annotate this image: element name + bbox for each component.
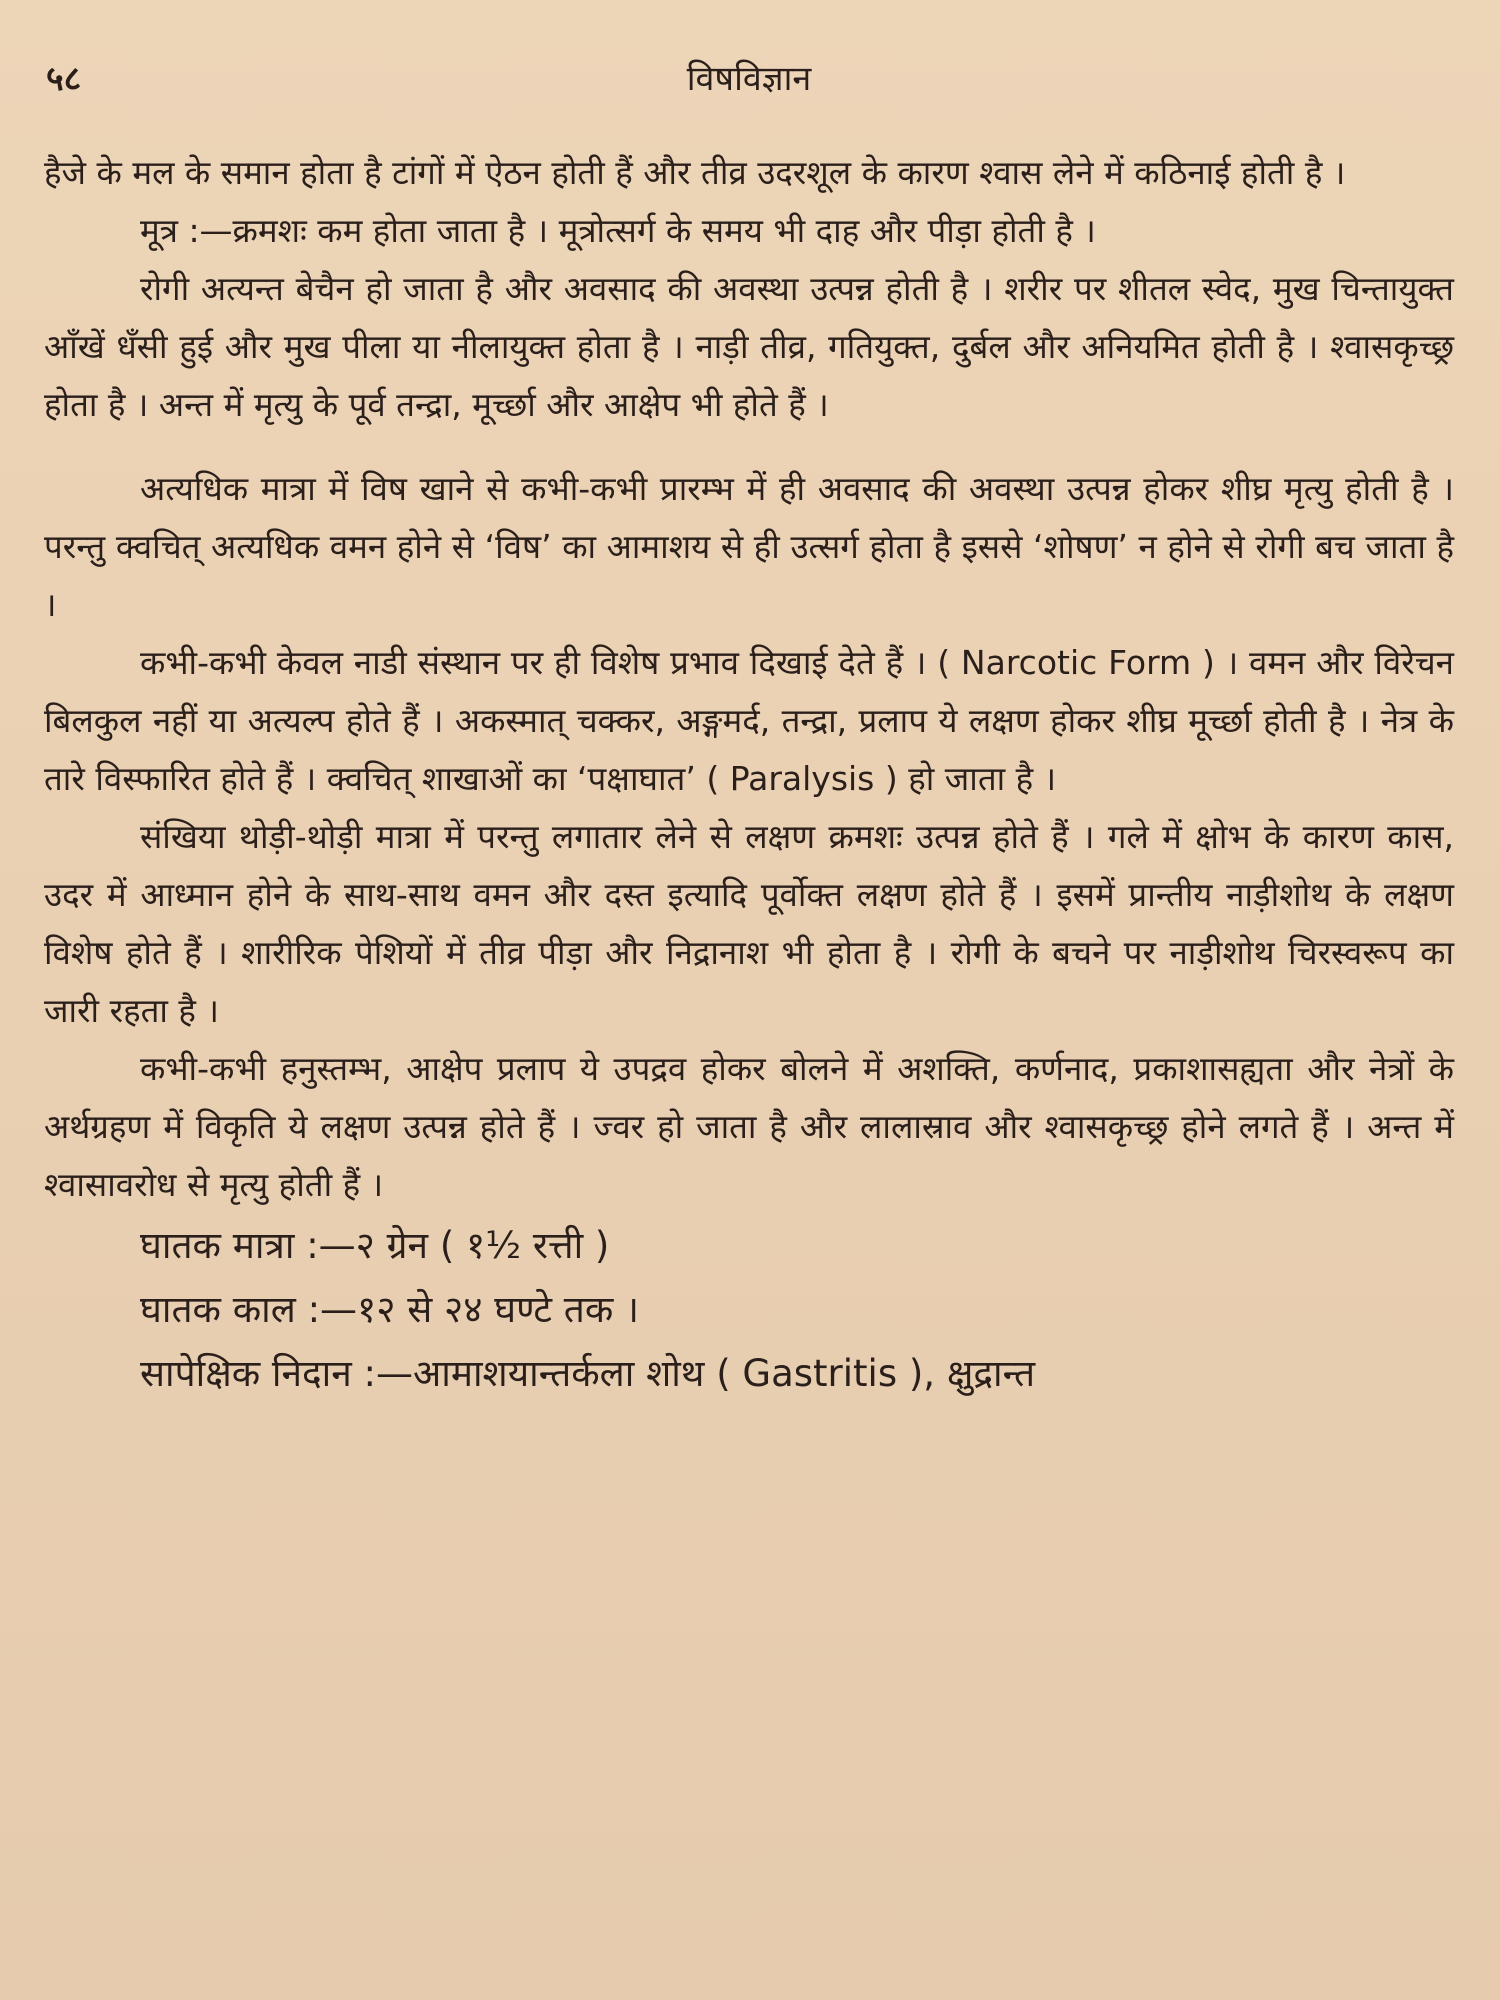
differential-diagnosis: सापेक्षिक निदान :—आमाशयान्तर्कला शोथ ( Gastritis ), क्षुद्रान्त [140, 1352, 1036, 1395]
page-header [44, 50, 1454, 104]
fatal-dose: घातक मात्रा :—२ ग्रेन ( १½ रत्ती ) [140, 1224, 610, 1267]
running-title: विषविज्ञान [686, 59, 812, 99]
paragraph-trismus: कभी-कभी हनुस्तम्भ, आक्षेप प्रलाप ये उपद्रव होकर बोलने में अशक्ति, कर्णनाद, प्रकाशासह्यता और नेत्रों के अर्थग्रहण में विकृति ये लक्षण उत्पन्न होते हैं । ज्वर हो जाता है और लालास्राव और श्वासकृच्छ्र होने लगते हैं । अन्त में श्वासावरोध से मृत्यु होती हैं । [44, 1049, 1454, 1204]
paragraph-narcotic-form: कभी-कभी केवल नाडी संस्थान पर ही विशेष प्रभाव दिखाई देते हैं । ( Narcotic Form ) । वमन और विरेचन बिलकुल नहीं या अत्यल्प होते हैं । अकस्मात् चक्कर, अङ्गमर्द, तन्द्रा, प्रलाप ये लक्षण होकर शीघ्र मूर्च्छा होती है । नेत्र के तारे विस्फारित होते हैं । क्वचित् शाखाओं का ‘पक्षाघात’ ( Paralysis ) हो जाता है । [44, 643, 1454, 798]
paragraph-continuation: हैजे के मल के समान होता है टांगों में ऐठन होती हैं और तीव्र उदरशूल के कारण श्वास लेने में कठिनाई होती है । [44, 153, 1346, 192]
paragraph-urine: मूत्र :—क्रमशः कम होता जाता है । मूत्रोत्सर्ग के समय भी दाह और पीड़ा होती है । [140, 211, 1096, 250]
body-text [44, 144, 1454, 1406]
paragraph-excess-dose: अत्यधिक मात्रा में विष खाने से कभी-कभी प्रारम्भ में ही अवसाद की अवस्था उत्पन्न होकर शीघ्र मृत्यु होती है । परन्तु क्वचित् अत्यधिक वमन होने से ‘विष’ का आमाशय से ही उत्सर्ग होता है इससे ‘शोषण’ न होने से रोगी बच जाता है । [44, 469, 1454, 624]
paragraph-chronic-arsenic: संखिया थोड़ी-थोड़ी मात्रा में परन्तु लगातार लेने से लक्षण क्रमशः उत्पन्न होते हैं । गले में क्षोभ के कारण कास, उदर में आध्मान होने के साथ-साथ वमन और दस्त इत्यादि पूर्वोक्त लक्षण होते हैं । इसमें प्रान्तीय नाड़ीशोथ के लक्षण विशेष होते हैं । शारीरिक पेशियों में तीव्र पीड़ा और निद्रानाश भी होता है । रोगी के बचने पर नाड़ीशोथ चिरस्वरूप का जारी रहता है । [44, 817, 1454, 1030]
fatal-period: घातक काल :—१२ से २४ घण्टे तक । [140, 1288, 640, 1331]
page-number: ५८ [46, 59, 82, 99]
paragraph-restlessness: रोगी अत्यन्त बेचैन हो जाता है और अवसाद की अवस्था उत्पन्न होती है । शरीर पर शीतल स्वेद, मुख चिन्तायुक्त आँखें धँसी हुई और मुख पीला या नीलायुक्त होता है । नाड़ी तीव्र, गतियुक्त, दुर्बल और अनियमित होती है । श्वासकृच्छ्र होता है । अन्त में मृत्यु के पूर्व तन्द्रा, मूर्च्छा और आक्षेप भी होते हैं । [44, 269, 1454, 424]
